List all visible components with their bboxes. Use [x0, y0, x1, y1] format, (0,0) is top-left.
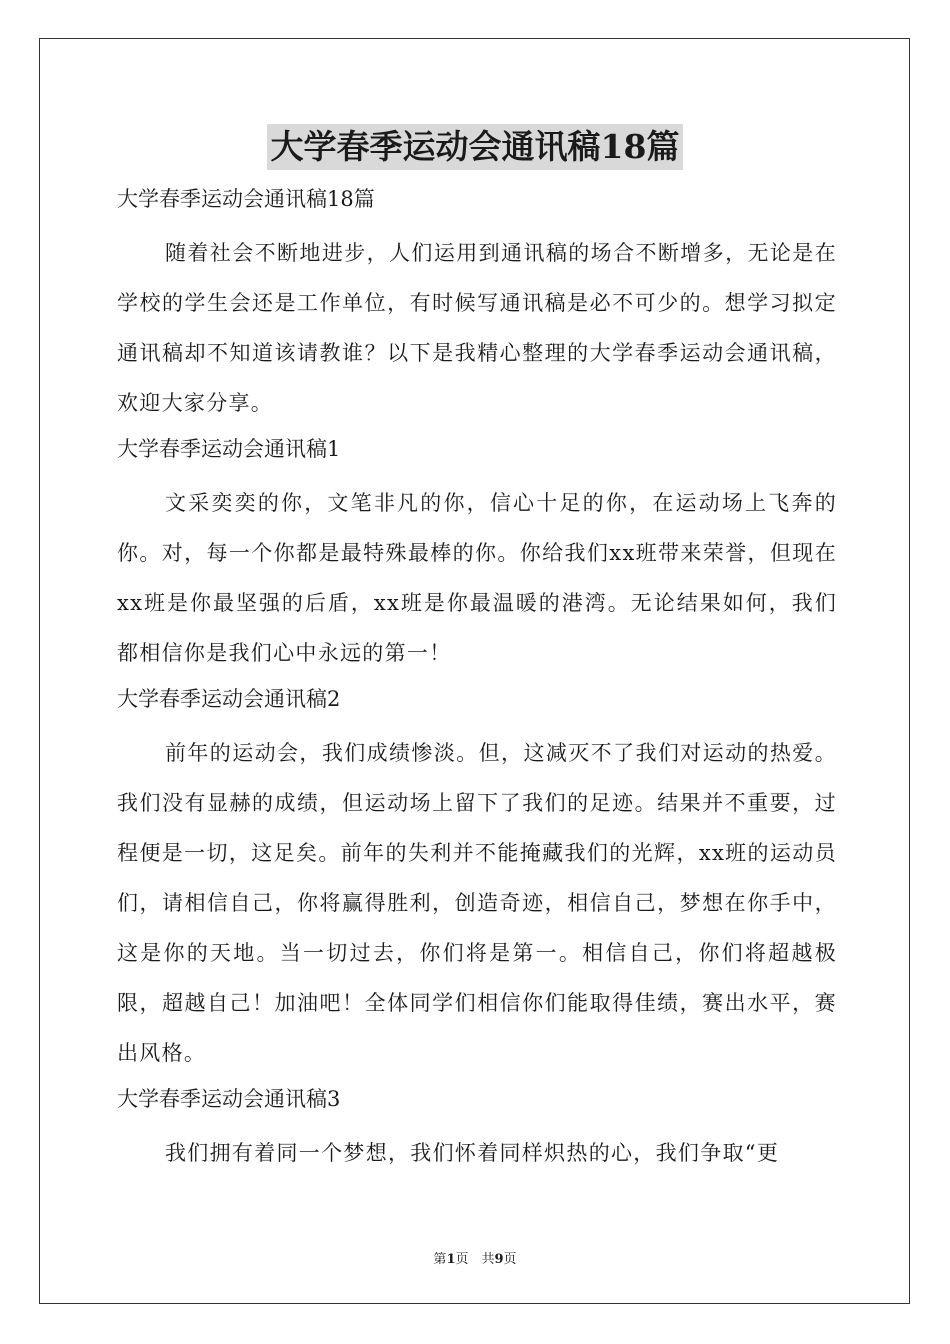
section-body-1: 文采奕奕的你，文笔非凡的你，信心十足的你，在运动场上飞奔的你。对，每一个你都是最特殊最棒的你。你给我们xx班带来荣誉，但现在xx班是你最坚强的后盾，xx班是你最温暖的港湾。无论结果如何，我们都相信你是我们心中永远的第一！ — [117, 491, 837, 665]
page-total: 9 — [494, 1252, 504, 1267]
document-subtitle: 大学春季运动会通讯稿18篇 — [117, 187, 375, 211]
title-container — [0, 124, 950, 170]
page-prefix: 第 — [433, 1252, 447, 1267]
section-body-2: 前年的运动会，我们成绩惨淡。但，这减灭不了我们对运动的热爱。我们没有显赫的成绩，但运动场上留下了我们的足迹。结果并不重要，过程便是一切，这足矣。前年的失利并不能掩藏我们的光辉，xx班的运动员们，请相信自己，你将赢得胜利，创造奇迹，相信自己，梦想在你手中，这是你的天地。当一切过去，你们将是第一。相信自己，你们将超越极限，超越自己！加油吧！全体同学们相信你们能取得佳绩，赛出水平，赛出风格。 — [117, 741, 837, 1065]
section-heading-1: 大学春季运动会通讯稿1 — [117, 437, 341, 461]
document-title: 大学春季运动会通讯稿18篇 — [267, 124, 684, 170]
page-mid: 页 共 — [455, 1252, 495, 1267]
section-heading-2: 大学春季运动会通讯稿2 — [117, 687, 341, 711]
page-suffix: 页 — [503, 1252, 517, 1267]
page-current: 1 — [446, 1252, 456, 1267]
section-body-3: 我们拥有着同一个梦想，我们怀着同样炽热的心，我们争取“更 — [165, 1141, 780, 1165]
document-body — [117, 178, 837, 1178]
intro-paragraph: 随着社会不断地进步，人们运用到通讯稿的场合不断增多，无论是在学校的学生会还是工作单位，有时候写通讯稿是必不可少的。想学习拟定通讯稿却不知道该请教谁？以下是我精心整理的大学春季运动会通讯稿，欢迎大家分享。 — [117, 241, 837, 415]
section-heading-3: 大学春季运动会通讯稿3 — [117, 1087, 341, 1111]
page-footer — [0, 1248, 950, 1267]
